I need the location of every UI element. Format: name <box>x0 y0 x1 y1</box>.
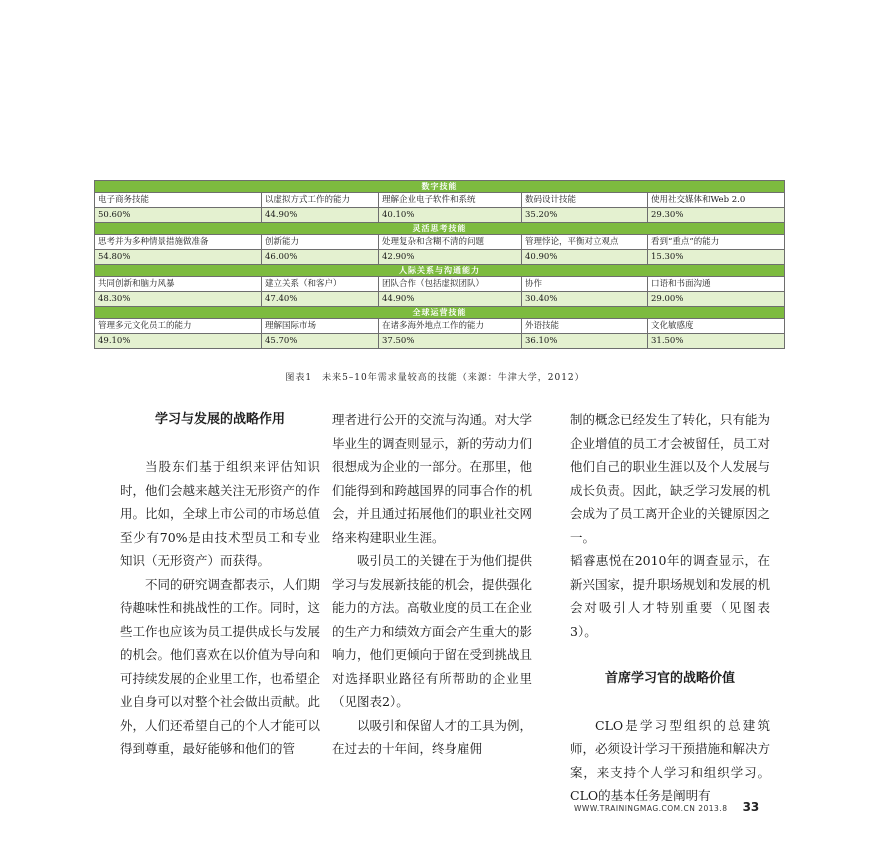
paragraph: 当股东们基于组织来评估知识时，他们会越来越关注无形资产的作用。比如，全球上市公司的市场总值至少有70%是由技术型员工和专业知识（无形资产）而获得。 <box>120 459 321 568</box>
skill-value: 44.90% <box>379 292 522 307</box>
skill-label: 团队合作（包括虚拟团队） <box>379 277 522 292</box>
skill-label: 文化敏感度 <box>648 319 785 334</box>
skill-value: 29.30% <box>648 208 785 223</box>
skill-value: 30.40% <box>522 292 648 307</box>
skill-value: 47.40% <box>262 292 379 307</box>
skill-value: 37.50% <box>379 334 522 349</box>
skill-label: 共同创新和脑力风暴 <box>95 277 262 292</box>
skill-label: 使用社交媒体和Web 2.0 <box>648 193 785 208</box>
skill-label-row <box>95 193 785 208</box>
skill-label: 口语和书面沟通 <box>648 277 785 292</box>
skill-label-row <box>95 235 785 250</box>
page-number: 33 <box>742 800 760 814</box>
skill-label: 外语技能 <box>522 319 648 334</box>
magazine-url: WWW.TRAININGMAG.COM.CN 2013.8 <box>574 804 728 813</box>
section-header-row <box>95 265 785 277</box>
section-title: 灵活思考技能 <box>95 223 785 235</box>
section-header-row <box>95 181 785 193</box>
skill-value-row <box>95 208 785 223</box>
skill-label: 电子商务技能 <box>95 193 262 208</box>
skill-label: 理解企业电子软件和系统 <box>379 193 522 208</box>
skill-label: 创新能力 <box>262 235 379 250</box>
skill-value: 49.10% <box>95 334 262 349</box>
skill-value: 31.50% <box>648 334 785 349</box>
skill-label-row <box>95 319 785 334</box>
skill-value: 42.90% <box>379 250 522 265</box>
skill-label: 在诸多海外地点工作的能力 <box>379 319 522 334</box>
paragraph: 理者进行公开的交流与沟通。对大学毕业生的调查则显示，新的劳动力们很想成为企业的一部分。在那里，他们能得到和跨越国界的同事合作的机会，并且通过拓展他们的职业社交网络来构建职业生涯。 <box>332 412 533 545</box>
skill-label: 建立关系（和客户） <box>262 277 379 292</box>
skill-value: 29.00% <box>648 292 785 307</box>
skill-label: 数码设计技能 <box>522 193 648 208</box>
skill-label: 理解国际市场 <box>262 319 379 334</box>
section-heading: 首席学习官的战略价值 <box>604 670 735 686</box>
skill-value: 35.20% <box>522 208 648 223</box>
skill-value: 45.70% <box>262 334 379 349</box>
skill-value: 44.90% <box>262 208 379 223</box>
skill-value-row <box>95 334 785 349</box>
section-title: 人际关系与沟通能力 <box>95 265 785 277</box>
skill-value-row <box>95 292 785 307</box>
skill-value: 54.80% <box>95 250 262 265</box>
section-title: 全球运营技能 <box>95 307 785 319</box>
paragraph: 不同的研究调查都表示，人们期待趣味性和挑战性的工作。同时，这些工作也应该为员工提供成长与发展的机会。他们喜欢在以价值为导向和可持续发展的企业里工作，也希望企业自身可以对整个社会做出贡献。此外，人们还希望自己的个人才能可以得到尊重，最好能够和他们的管 <box>120 576 321 756</box>
paragraph: 制的概念已经发生了转化，只有能为企业增值的员工才会被留任，员工对他们自己的职业生涯以及个人发展与成长负责。因此，缺乏学习发展的机会成为了员工离开企业的关键原因之一。 <box>570 412 771 545</box>
skill-label: 思考并为多种情景措施做准备 <box>95 235 262 250</box>
paragraph: 吸引员工的关键在于为他们提供学习与发展新技能的机会，提供强化能力的方法。高敬业度的员工在企业的生产力和绩效方面会产生重大的影响力，他们更倾向于留在受到挑战且对选择职业路径有所帮助的企业里（见图表2）。 <box>332 553 533 709</box>
article-column-2 <box>332 408 532 761</box>
skill-label: 看到“重点”的能力 <box>648 235 785 250</box>
skill-value: 48.30% <box>95 292 262 307</box>
skill-label: 协作 <box>522 277 648 292</box>
skill-value: 40.90% <box>522 250 648 265</box>
skill-value-row <box>95 250 785 265</box>
skill-label: 管理多元文化员工的能力 <box>95 319 262 334</box>
paragraph: CLO是学习型组织的总建筑师，必须设计学习干预措施和解决方案，来支持个人学习和组织学习。CLO的基本任务是阐明有 <box>570 717 771 803</box>
skill-label: 处理复杂和含糊不清的问题 <box>379 235 522 250</box>
section-header-row <box>95 223 785 235</box>
skill-value: 36.10% <box>522 334 648 349</box>
skill-label-row <box>95 277 785 292</box>
skill-value: 50.60% <box>95 208 262 223</box>
section-heading: 学习与发展的战略作用 <box>154 412 285 427</box>
skill-value: 40.10% <box>379 208 522 223</box>
page-footer <box>574 796 794 815</box>
skills-demand-table <box>94 180 785 349</box>
section-header-row <box>95 307 785 319</box>
skill-label: 以虚拟方式工作的能力 <box>262 193 379 208</box>
paragraph: 以吸引和保留人才的工具为例，在过去的十年间，终身雇佣 <box>332 717 533 756</box>
article-column-1 <box>120 408 320 761</box>
table-caption: 图表1 未来5–10年需求量较高的技能（来源：牛津大学，2012） <box>285 373 585 383</box>
skill-value: 46.00% <box>262 250 379 265</box>
paragraph: 韬睿惠悦在2010年的调查显示，在新兴国家，提升职场规划和发展的机会对吸引人才特别重要（见图表3）。 <box>570 553 771 639</box>
section-title: 数字技能 <box>95 181 785 193</box>
article-column-3 <box>570 408 770 808</box>
skill-label: 管理悖论，平衡对立观点 <box>522 235 648 250</box>
skill-value: 15.30% <box>648 250 785 265</box>
